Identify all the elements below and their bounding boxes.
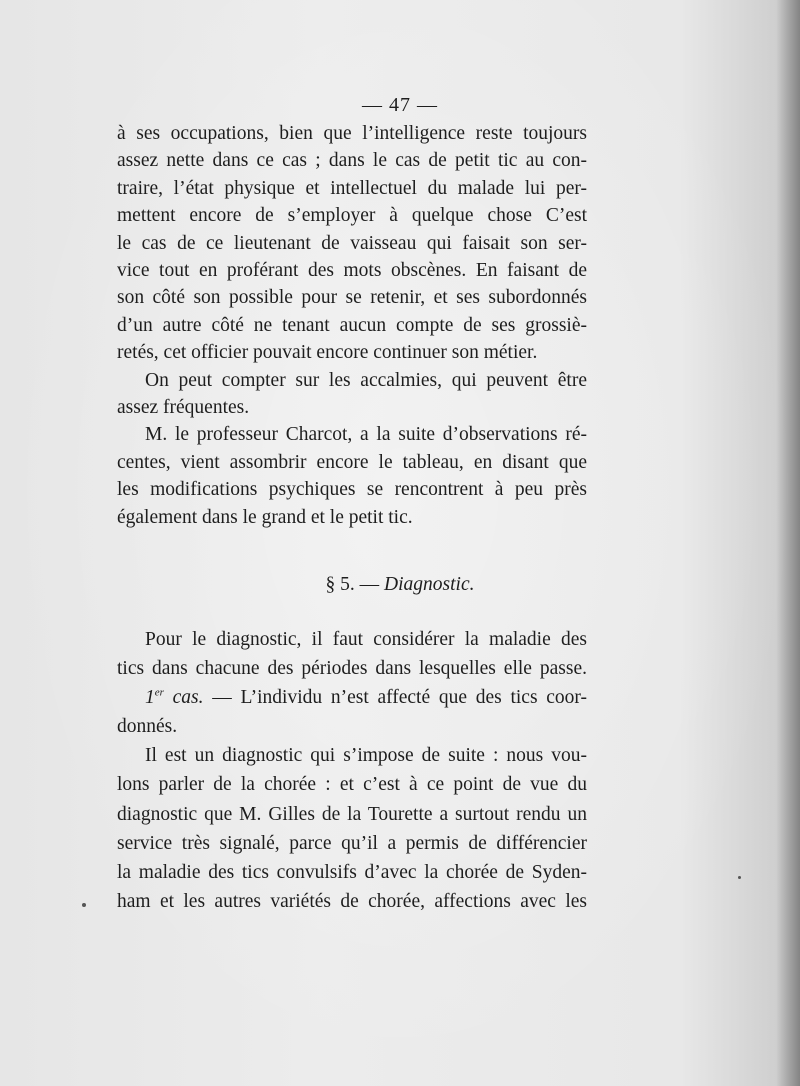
text-line: à ses occupations, bien que l’intelligence reste toujours: [117, 123, 587, 144]
paragraph-accalmies: [117, 367, 587, 422]
text-line: centes, vient assombrir encore le tableau, en disant que: [117, 451, 587, 473]
section-title: Diagnostic.: [384, 574, 475, 595]
case-label-number: 1: [145, 687, 155, 709]
case-label: [145, 687, 204, 708]
text-line: assez nette dans ce cas ; dans le cas de petit tic au con-: [117, 150, 587, 172]
text-line: diagnostic que M. Gilles de la Tourette a surtout rendu un: [117, 803, 587, 825]
text-line: assez fréquentes.: [117, 397, 250, 419]
page-number: — 47 —: [362, 94, 438, 116]
paragraph-occupations: [117, 120, 587, 367]
text-line: ham et les autres variétés de chorée, affections avec les: [117, 890, 587, 912]
paragraph-diagnostic-intro: [117, 625, 587, 683]
paper-speck: [738, 876, 741, 879]
case-label-superscript: er: [154, 686, 164, 699]
text-line: vice tout en proférant des mots obscènes. En faisant de: [117, 260, 587, 282]
body-text-top: [117, 120, 587, 531]
case-label-word: cas.: [172, 687, 204, 709]
body-text-bottom: [117, 625, 587, 916]
text-line: retés, cet officier pouvait encore continuer son métier.: [117, 342, 538, 364]
text-line: également dans le grand et le petit tic.: [117, 506, 413, 528]
text-line: tics dans chacune des périodes dans lesquelles elle passe.: [117, 658, 587, 680]
text-line: traire, l’état physique et intellectuel du malade lui per-: [117, 177, 587, 199]
text-line: les modifications psychiques se rencontrent à peu près: [117, 479, 587, 501]
text-line: le cas de ce lieutenant de vaisseau qui faisait son ser-: [117, 232, 587, 254]
text-line: service très signalé, parce qu’il a permis de différencier: [117, 832, 587, 854]
text-line: lons parler de la chorée : et c’est à ce point de vue du: [117, 774, 587, 796]
text-line: donnés.: [117, 716, 178, 738]
text-line: la maladie des tics convulsifs d’avec la chorée de Syden-: [117, 861, 587, 883]
text-line: mettent encore de s’employer à quelque chose C’est: [117, 205, 587, 227]
text-line: d’un autre côté ne tenant aucun compte de ses grossiè-: [117, 314, 587, 336]
text-line: Il est un diagnostic qui s’impose de suite : nous vou-: [145, 745, 587, 767]
text-line: On peut compter sur les accalmies, qui peuvent être: [145, 369, 587, 391]
paragraph-choree: [117, 741, 587, 916]
section-number: § 5. —: [325, 574, 380, 595]
paragraph-charcot: [117, 421, 587, 531]
paper-speck: [82, 903, 86, 907]
case-text: — L’individu n’est affecté que des tics coor-: [212, 687, 588, 709]
text-line: [117, 683, 587, 712]
text-line: Pour le diagnostic, il faut considérer la maladie des: [145, 629, 587, 650]
page-edge-shadow: [776, 0, 800, 1086]
paragraph-first-case: [117, 683, 587, 741]
text-line: son côté son possible pour se retenir, et ses subordonnés: [117, 287, 587, 309]
section-heading: [0, 571, 800, 599]
text-line: M. le professeur Charcot, a la suite d’observations ré-: [145, 424, 587, 446]
